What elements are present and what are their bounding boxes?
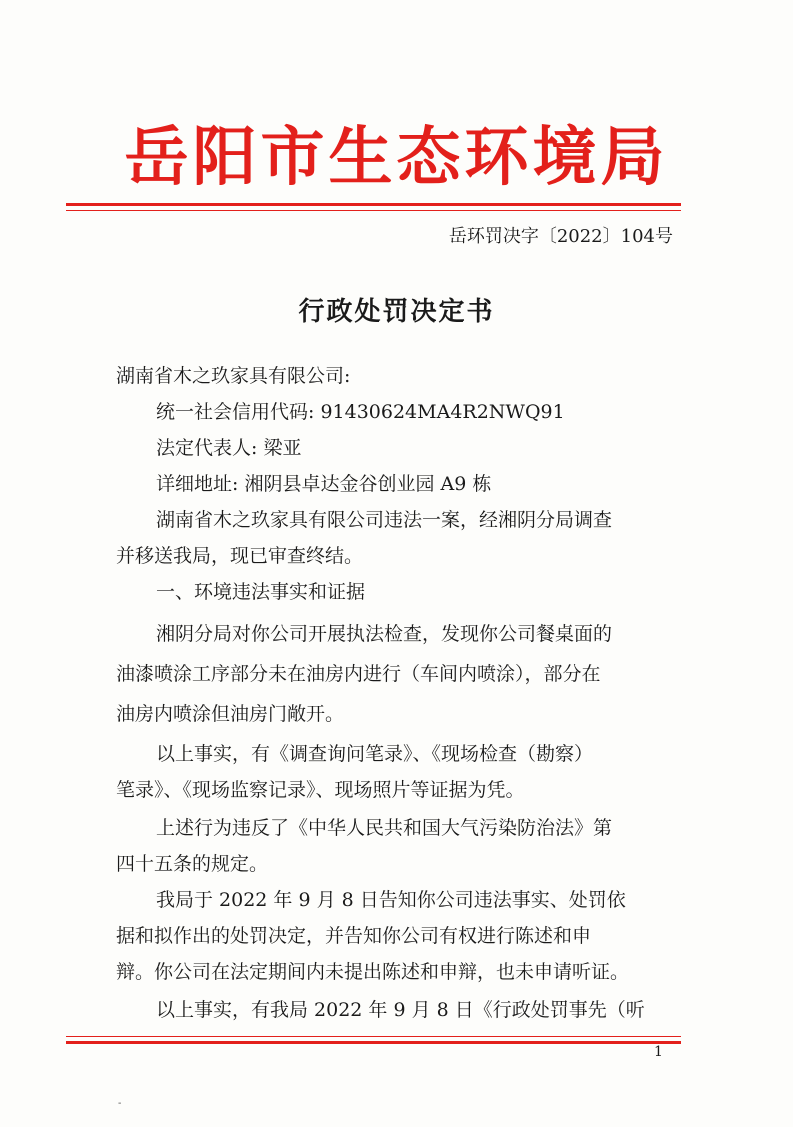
footer-rule-thick <box>66 1041 681 1044</box>
document-title: 行政处罚决定书 <box>298 297 495 327</box>
paragraph-line: 并移送我局，现已审查终结。 <box>116 545 364 567</box>
paragraph-line: 四十五条的规定。 <box>116 853 269 875</box>
paragraph-line: 以上事实，有我局 2022 年 9 月 8 日《行政处罚事先（听 <box>156 999 645 1021</box>
page-number: 1 <box>654 1044 663 1060</box>
credit-code: 统一社会信用代码: 91430624MA4R2NWQ91 <box>156 401 565 423</box>
paragraph-line: 我局于 2022 年 9 月 8 日告知你公司违法事实、处罚依 <box>156 889 626 911</box>
paragraph-line: 油房内喷涂但油房门敞开。 <box>116 703 345 725</box>
agency-name: 岳阳市生态环境局 <box>124 120 669 195</box>
address: 详细地址: 湘阴县卓达金谷创业园 A9 栋 <box>156 473 492 495</box>
document-number: 岳环罚决字〔2022〕104号 <box>448 226 673 247</box>
scan-mark: - <box>118 1098 122 1109</box>
recipient-name: 湖南省木之玖家具有限公司: <box>116 365 351 387</box>
footer-rule-thin <box>66 1036 681 1037</box>
paragraph-line: 油漆喷涂工序部分未在油房内进行（车间内喷涂），部分在 <box>116 663 601 685</box>
paragraph-line: 笔录》、《现场监察记录》、现场照片等证据为凭。 <box>116 779 525 801</box>
paragraph-line: 湖南省木之玖家具有限公司违法一案，经湘阴分局调查 <box>156 509 613 531</box>
section-heading: 一、环境违法事实和证据 <box>156 581 366 603</box>
paragraph-line: 上述行为违反了《中华人民共和国大气污染防治法》第 <box>156 817 613 839</box>
paragraph-line: 以上事实，有《调查询问笔录》、《现场检查（勘察） <box>156 743 594 765</box>
paragraph-line: 辩。你公司在法定期间内未提出陈述和申辩，也未申请听证。 <box>116 961 630 983</box>
document-body <box>116 0 681 1127</box>
legal-representative: 法定代表人: 梁亚 <box>156 437 302 459</box>
paragraph-line: 湘阴分局对你公司开展执法检查，发现你公司餐桌面的 <box>156 623 613 645</box>
paragraph-line: 据和拟作出的处罚决定，并告知你公司有权进行陈述和申 <box>116 925 592 947</box>
